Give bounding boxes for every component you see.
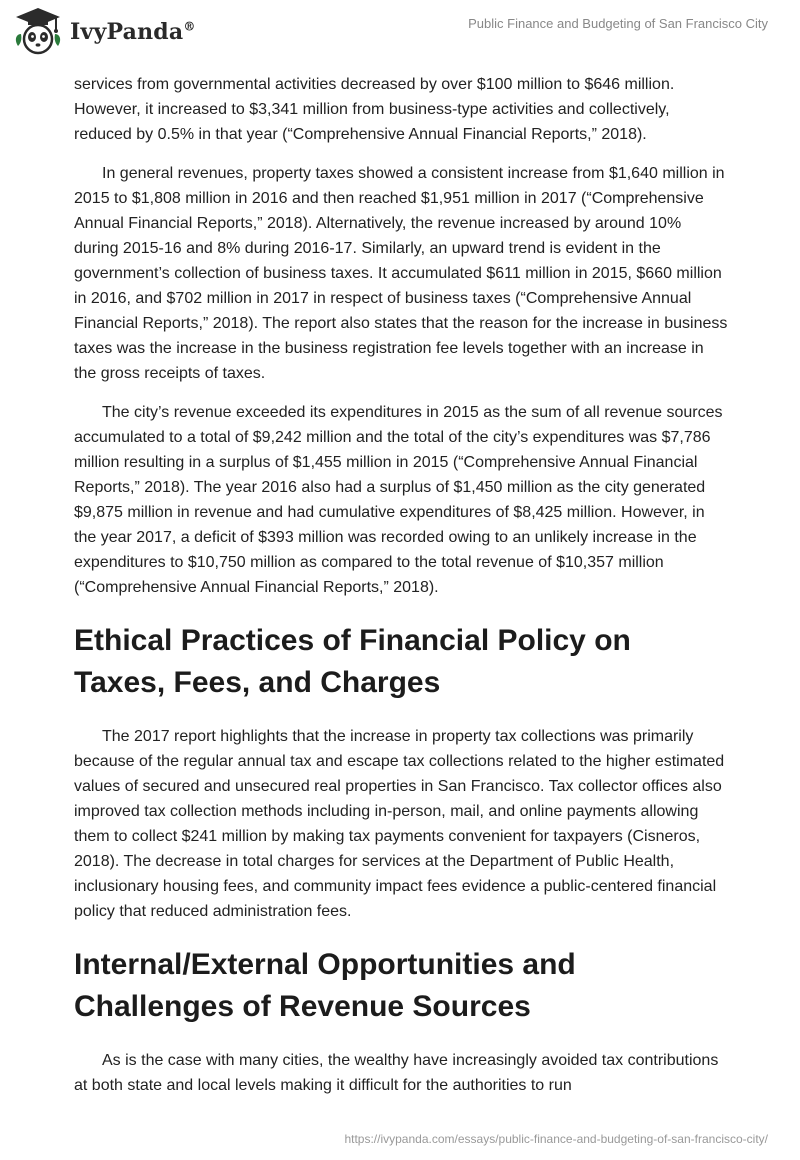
- paragraph-2: In general revenues, property taxes showed a consistent increase from $1,640 million in 2015 to $1,808 million in 2016 and then reached $1,951 million in 2017 (“Comprehensive Annual Financial Reports,” 2018). Alternatively, the revenue increased by around 10% during 2015-16 and 8% during 2016-17. Similarly, an upward trend is evident in the government’s collection of business taxes. It accumulated $611 million in 2015, $660 million in 2016, and $702 million in 2017 in respect of business taxes (“Comprehensive Annual Financial Reports,” 2018). The report also states that the reason for the increase in business taxes was the increase in the business registration fee levels together with an increase in the gross receipts of taxes.: [74, 165, 728, 382]
- source-url[interactable]: https://ivypanda.com/essays/public-finance-and-budgeting-of-san-francisco-city/: [344, 1132, 768, 1146]
- panda-graduate-icon: [12, 6, 64, 58]
- document-title: Public Finance and Budgeting of San Francisco City: [468, 16, 768, 31]
- brand-name: IvyPanda®: [70, 19, 196, 45]
- registered-mark: ®: [183, 19, 196, 34]
- paragraph-3: The city’s revenue exceeded its expenditures in 2015 as the sum of all revenue sources accumulated to a total of $9,242 million and the total of the city’s expenditures was $7,786 million resulting in a surplus of $1,455 million in 2015 (“Comprehensive Annual Financial Reports,” 2018). The year 2016 also had a surplus of $1,450 million as the city generated $9,875 million in revenue and had cumulative expenditures of $8,425 million. However, in the year 2017, a deficit of $393 million was recorded owing to an unlikely increase in the expenditures to $10,750 million as compared to the total revenue of $10,357 million (“Comprehensive Annual Financial Reports,” 2018).: [74, 404, 723, 596]
- ivypanda-logo[interactable]: [12, 6, 196, 58]
- paragraph-5: As is the case with many cities, the wealthy have increasingly avoided tax contributions at both state and local levels making it difficult for the authorities to run: [74, 1052, 719, 1094]
- section-heading-opportunities-challenges: Internal/External Opportunities and Challenges of Revenue Sources: [74, 948, 576, 1023]
- page-header: [0, 0, 800, 70]
- paragraph-4: The 2017 report highlights that the increase in property tax collections was primarily because of the regular annual tax and escape tax collections related to the higher estimated values of secured and unsecured real properties in San Francisco. Tax collector offices also improved tax collection methods including in-person, mail, and online payments allowing them to collect $241 million by making tax payments convenient for taxpayers (Cisneros, 2018). The decrease in total charges for services at the Department of Public Health, inclusionary housing fees, and community impact fees evidence a public-centered financial policy that reduced administration fees.: [74, 728, 725, 920]
- paragraph-1: services from governmental activities decreased by over $100 million to $646 million. However, it increased to $3,341 million from business-type activities and collectively, reduced by 0.5% in that year (“Comprehensive Annual Financial Reports,” 2018).: [74, 76, 675, 143]
- section-heading-ethical-practices: Ethical Practices of Financial Policy on Taxes, Fees, and Charges: [74, 624, 631, 699]
- essay-content: [74, 72, 730, 1112]
